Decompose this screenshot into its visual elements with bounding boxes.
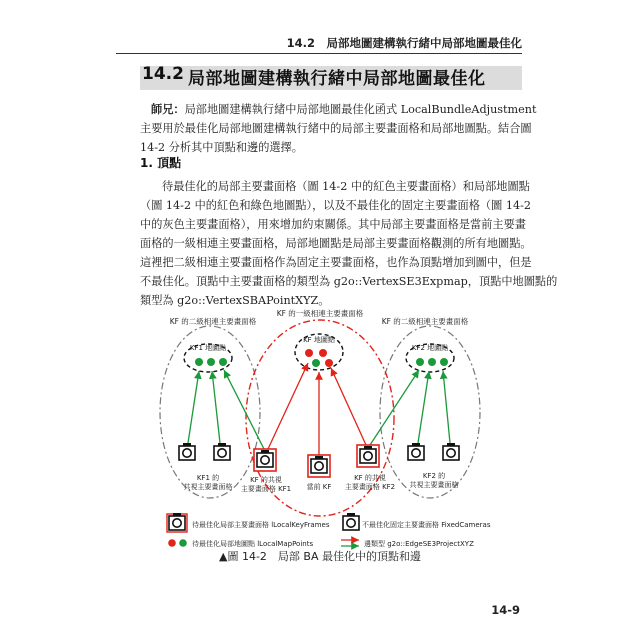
local-keyframe-kf1-camera-icon (257, 450, 273, 467)
edge-arrow (268, 363, 308, 449)
section-number: 14.2 (142, 64, 184, 84)
body-line-4: 面格的一級相連主要畫面格，局部地圖點是局部主要畫面格觀測的所有地圖點。 (140, 237, 532, 250)
intro-line-1: 局部地圖建構執行緒中局部地圖最佳化函式 LocalBundleAdjustment (184, 103, 537, 116)
kf1-covis-label-1: KF1 的 (196, 474, 220, 482)
fixed-keyframe-camera-icon (214, 443, 230, 460)
fixed-keyframe-camera-icon (179, 443, 195, 460)
body-line-6: 不最佳化。頂點中主要畫面格的類型為 g2o::VertexSE3Expmap，頂點中地圖點的 (140, 275, 558, 288)
edge-arrow (188, 371, 199, 443)
kf1-covis-label-2: 共視主要畫面格 (183, 483, 233, 491)
body-line-1: 待最佳化的局部主要畫面格（圖 14-2 中的紅色主要畫面格）和局部地圖點 (162, 180, 530, 193)
intro-label: 師兄： (151, 102, 185, 116)
kf1-map-point (219, 358, 227, 366)
kf-map-point (325, 359, 333, 367)
label-second-level-left: KF 的二級相連主要畫面格 (169, 317, 257, 326)
body-line-5: 這裡把二級相連主要畫面格作為固定主要畫面格，也作為頂點增加到圖中，但是 (140, 256, 532, 269)
legend-fixed-camera-icon (343, 513, 359, 530)
legend-local-keyframe-camera-icon (169, 513, 185, 530)
kf-map-point (312, 359, 320, 367)
edge-arrow (224, 370, 264, 449)
kf-points-label: KF 地圖點 (303, 336, 335, 344)
kf-map-point (305, 349, 313, 357)
body-line-7: 類型為 g2o::VertexSBAPointXYZ。 (140, 294, 330, 307)
edge-arrow (418, 371, 429, 443)
kf1-map-point (195, 358, 203, 366)
kf-covis-kf1-label-1: KF 的共視 (250, 476, 282, 484)
kf-covis-kf2-label-1: KF 的共視 (354, 474, 386, 482)
edge-arrow (212, 371, 220, 443)
kf2-map-point (428, 358, 436, 366)
kf2-map-point (416, 358, 424, 366)
legend-edge-type: 邊類型 g2o::EdgeSE3ProjectXYZ (364, 540, 474, 548)
kf-covis-kf2-label-2: 主要畫面格 KF2 (344, 483, 396, 491)
edge-arrow (443, 371, 450, 443)
kf1-points-label: KF1 地圖點 (189, 344, 227, 352)
kf-map-point (319, 349, 327, 357)
edge-arrow (331, 368, 366, 445)
intro-line-3: 14-2 分析其中頂點和邊的選擇。 (140, 141, 303, 154)
legend-red-point (168, 539, 176, 547)
figure-caption: ▲圖 14-2 局部 BA 最佳化中的頂點和邊 (219, 550, 421, 563)
kf2-map-point (440, 358, 448, 366)
fixed-keyframe-camera-icon (443, 443, 459, 460)
page-number: 14-9 (491, 603, 520, 617)
fixed-keyframe-camera-icon (408, 443, 424, 460)
label-second-level-right: KF 的二級相連主要畫面格 (381, 317, 469, 326)
kf1-map-point (207, 358, 215, 366)
kf2-covis-label-1: KF2 的 (422, 472, 446, 480)
intro-line-2: 主要用於最佳化局部地圖建構執行緒中的局部主要畫面格和局部地圖點。結合圖 (140, 122, 532, 135)
legend-local-keyframes: 待最佳化局部主要畫面格 lLocalKeyFrames (192, 521, 330, 529)
legend-fixed-cameras: 不最佳化固定主要畫面格 FixedCameras (362, 521, 491, 529)
body-line-2: （圖 14-2 中的紅色和綠色地圖點），以及不最佳化的固定主要畫面格（圖 14-2 (140, 199, 531, 212)
legend-local-map-points: 待最佳化局部地圖點 lLocalMapPoints (192, 540, 314, 548)
running-head: 14.2 局部地圖建構執行緒中局部地圖最佳化 (286, 36, 522, 50)
label-first-level-center: KF 的一級相連主要畫面格 (276, 309, 364, 318)
legend-green-point (179, 539, 187, 547)
kf-covis-kf1-label-2: 主要畫面格 KF1 (240, 485, 292, 493)
current-keyframe-camera-icon (311, 456, 327, 473)
subsection-title: 1. 頂點 (140, 156, 182, 170)
body-line-3: 中的灰色主要畫面格），用來增加約束關係。其中局部主要畫面格是當前主要畫 (140, 218, 526, 231)
local-keyframe-kf2-camera-icon (360, 446, 376, 463)
kf2-points-label: KF2 地圖點 (411, 344, 449, 352)
current-kf-label: 當前 KF (306, 483, 332, 491)
edge-arrow (370, 370, 419, 445)
kf2-covis-label-2: 共視主要畫面格 (409, 481, 459, 489)
section-title: 局部地圖建構執行緒中局部地圖最佳化 (188, 69, 486, 89)
